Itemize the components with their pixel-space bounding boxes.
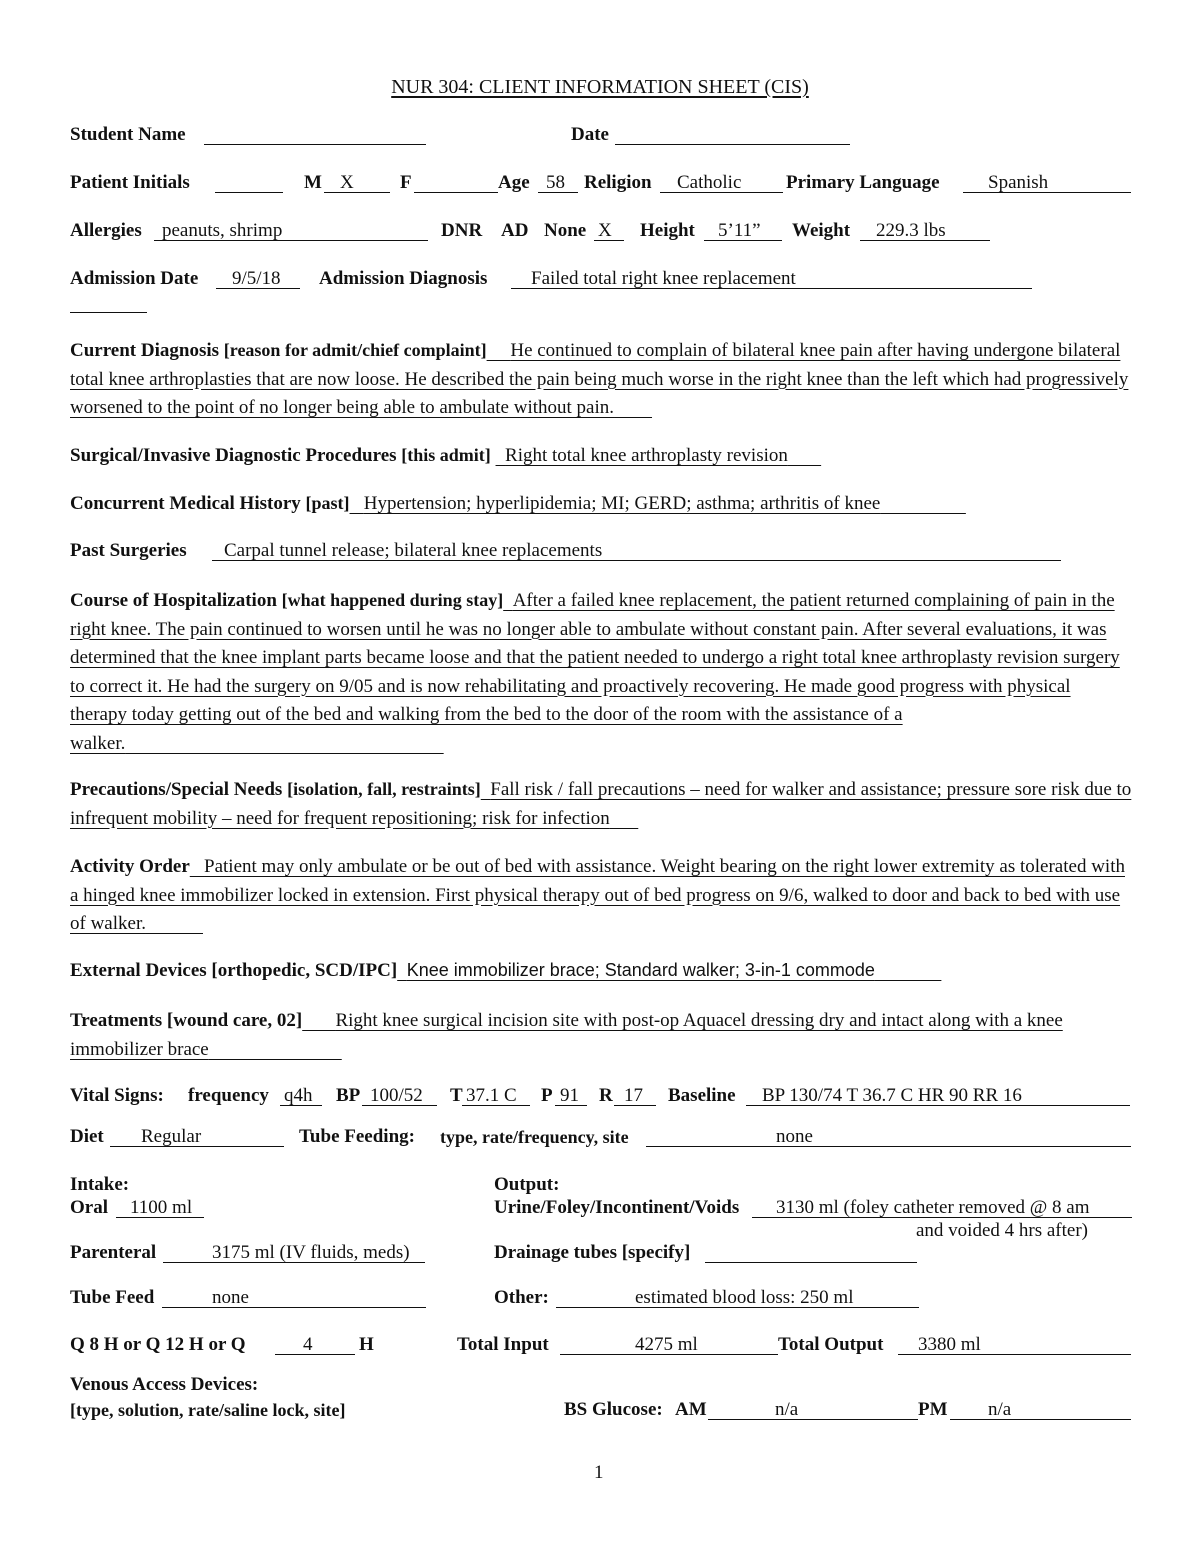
page-title: NUR 304: CLIENT INFORMATION SHEET (CIS) bbox=[391, 76, 809, 98]
treatments-value[interactable]: Right knee surgical incision site with post-op Aquacel dressing dry and intact along with a knee immobilizer brace bbox=[70, 1010, 1063, 1060]
bp-label: BP bbox=[336, 1085, 361, 1106]
primary-language-value: Spanish bbox=[988, 172, 1049, 193]
none-label: None bbox=[544, 220, 587, 241]
activity-order-label: Activity Order bbox=[70, 856, 190, 877]
temp-label: T bbox=[450, 1085, 463, 1106]
allergies-value: peanuts, shrimp bbox=[162, 220, 283, 241]
urine-value-line2: and voided 4 hrs after) bbox=[916, 1220, 1088, 1241]
weight-label: Weight bbox=[792, 220, 851, 241]
total-output-value: 3380 ml bbox=[918, 1334, 981, 1355]
primary-language-label: Primary Language bbox=[786, 172, 940, 193]
resp-value: 17 bbox=[624, 1085, 643, 1106]
temp-value: 37.1 C bbox=[466, 1085, 517, 1106]
page-number: 1 bbox=[594, 1462, 604, 1483]
dnr-label: DNR bbox=[441, 220, 483, 241]
bs-am-label: AM bbox=[675, 1399, 707, 1420]
precautions-label: Precautions/Special Needs bbox=[70, 779, 283, 800]
current-diagnosis-section bbox=[70, 336, 1132, 423]
course-value[interactable]: After a failed knee replacement, the patient returned complaining of pain in the right knee. The pain continued to worsen until he was no longer able to ambulate without constant pain. After several evaluations, it was determined that the knee implant parts became loose and that the patient needed to undergo a right total knee arthroplasty revision surgery to correct it. He had the surgery on 9/05 and is now rehabilitating and proactively recovering. He made good progress with physical therapy today getting out of the bed and walking from the bed to the door of the room with the assistance of a walker. bbox=[70, 590, 1120, 754]
activity-order-value[interactable]: Patient may only ambulate or be out of bed with assistance. Weight bearing on the right lower extremity as tolerated with a hinged knee immobilizer locked in extension. First physical therapy out of bed progress on 9/6, walked to door and back to bed with use of walker. bbox=[70, 856, 1125, 934]
patient-initials-label: Patient Initials bbox=[70, 172, 190, 193]
external-devices-section bbox=[70, 958, 941, 983]
date-field[interactable] bbox=[615, 144, 850, 145]
precautions-section bbox=[70, 775, 1132, 833]
drainage-label: Drainage tubes [specify] bbox=[494, 1242, 691, 1263]
tube-feeding-field[interactable] bbox=[646, 1146, 1131, 1147]
parenteral-label: Parenteral bbox=[70, 1242, 157, 1263]
admission-diagnosis-label: Admission Diagnosis bbox=[319, 268, 488, 289]
baseline-value: BP 130/74 T 36.7 C HR 90 RR 16 bbox=[762, 1085, 1022, 1106]
course-label: Course of Hospitalization bbox=[70, 590, 277, 611]
external-devices-label: External Devices [orthopedic, SCD/IPC] bbox=[70, 960, 398, 981]
surgical-hint: [this admit] bbox=[401, 445, 491, 465]
diet-value: Regular bbox=[141, 1126, 202, 1147]
current-diagnosis-value[interactable]: He continued to complain of bilateral knee pain after having undergone bilateral total knee arthroplasties that are now loose. He described the pain being much worse in the right knee than the left which had progressively worsened to the point of no longer being able to ambulate without pain. bbox=[70, 340, 1129, 418]
student-name-label: Student Name bbox=[70, 124, 186, 145]
student-name-field[interactable] bbox=[204, 144, 426, 145]
oral-value: 1100 ml bbox=[130, 1197, 193, 1218]
religion-label: Religion bbox=[584, 172, 652, 193]
q-hours-field[interactable] bbox=[275, 1354, 355, 1355]
date-label: Date bbox=[571, 124, 609, 145]
oral-label: Oral bbox=[70, 1197, 108, 1218]
other-value: estimated blood loss: 250 ml bbox=[635, 1287, 854, 1308]
past-surgeries-label: Past Surgeries bbox=[70, 540, 187, 561]
vital-signs-label: Vital Signs: bbox=[70, 1085, 164, 1106]
activity-order-section bbox=[70, 853, 1132, 939]
treatments-section bbox=[70, 1007, 1132, 1064]
venous-access-label: Venous Access Devices: bbox=[70, 1374, 259, 1395]
bs-am-value: n/a bbox=[775, 1399, 799, 1420]
height-value: 5’11” bbox=[718, 220, 761, 241]
bs-pm-field[interactable] bbox=[950, 1419, 1131, 1420]
surgical-value[interactable]: Right total knee arthroplasty revision bbox=[505, 445, 788, 466]
current-diagnosis-hint: [reason for admit/chief complaint] bbox=[223, 340, 487, 360]
ad-label: AD bbox=[501, 220, 529, 241]
intake-heading: Intake: bbox=[70, 1174, 130, 1195]
course-section bbox=[70, 586, 1132, 758]
bs-glucose-label: BS Glucose: bbox=[564, 1399, 663, 1420]
allergies-label: Allergies bbox=[70, 220, 142, 241]
total-input-label: Total Input bbox=[457, 1334, 549, 1355]
external-devices-value[interactable]: Knee immobilizer brace; Standard walker; 3-in-1 commode bbox=[406, 960, 875, 980]
urine-value-line1: 3130 ml (foley catheter removed @ 8 am bbox=[776, 1197, 1090, 1218]
diet-label: Diet bbox=[70, 1126, 104, 1147]
drainage-field[interactable] bbox=[705, 1262, 917, 1263]
admission-diagnosis-field-continued[interactable] bbox=[70, 312, 147, 313]
age-label: Age bbox=[498, 172, 530, 193]
sex-m-label: M bbox=[304, 172, 322, 193]
age-value: 58 bbox=[546, 172, 565, 193]
concurrent-hint: [past] bbox=[305, 493, 350, 513]
precautions-value[interactable]: Fall risk / fall precautions – need for walker and assistance; pressure sore risk due to infrequent mobility – need for frequent repositioning; risk for infection bbox=[70, 779, 1132, 829]
total-input-value: 4275 ml bbox=[635, 1334, 698, 1355]
pulse-label: P bbox=[541, 1085, 553, 1106]
past-surgeries-value: Carpal tunnel release; bilateral knee replacements bbox=[224, 540, 603, 561]
pulse-value: 91 bbox=[560, 1085, 579, 1106]
q-hours-label: Q 8 H or Q 12 H or Q bbox=[70, 1334, 246, 1355]
weight-value: 229.3 lbs bbox=[876, 220, 946, 241]
parenteral-value: 3175 ml (IV fluids, meds) bbox=[212, 1242, 410, 1263]
admission-date-label: Admission Date bbox=[70, 268, 199, 289]
surgical-label: Surgical/Invasive Diagnostic Procedures bbox=[70, 445, 397, 466]
tube-feed-value: none bbox=[212, 1287, 249, 1308]
bs-pm-label: PM bbox=[918, 1399, 948, 1420]
frequency-label: frequency bbox=[188, 1085, 269, 1106]
current-diagnosis-label: Current Diagnosis bbox=[70, 340, 220, 361]
patient-initials-field[interactable] bbox=[215, 192, 283, 193]
bp-value: 100/52 bbox=[370, 1085, 423, 1106]
resp-label: R bbox=[599, 1085, 613, 1106]
output-heading: Output: bbox=[494, 1174, 560, 1195]
admission-diagnosis-value: Failed total right knee replacement bbox=[531, 268, 796, 289]
sex-f-label: F bbox=[400, 172, 412, 193]
sex-m-value: X bbox=[340, 172, 354, 193]
q-hours-suffix: H bbox=[359, 1334, 374, 1355]
sex-m-field[interactable] bbox=[324, 192, 390, 193]
concurrent-value[interactable]: Hypertension; hyperlipidemia; MI; GERD; asthma; arthritis of knee bbox=[363, 493, 881, 514]
other-label: Other: bbox=[494, 1287, 549, 1308]
tube-feed-label: Tube Feed bbox=[70, 1287, 155, 1308]
q-hours-value: 4 bbox=[303, 1334, 313, 1355]
surgical-section bbox=[70, 443, 821, 468]
tube-feeding-hint: type, rate/frequency, site bbox=[440, 1127, 629, 1147]
baseline-label: Baseline bbox=[668, 1085, 736, 1106]
course-hint: [what happened during stay] bbox=[281, 590, 504, 610]
total-output-label: Total Output bbox=[778, 1334, 884, 1355]
religion-value: Catholic bbox=[677, 172, 742, 193]
precautions-hint: [isolation, fall, restraints] bbox=[287, 779, 481, 799]
venous-access-hint: [type, solution, rate/saline lock, site] bbox=[70, 1400, 346, 1420]
frequency-value: q4h bbox=[284, 1085, 313, 1106]
height-label: Height bbox=[640, 220, 695, 241]
concurrent-label: Concurrent Medical History bbox=[70, 493, 301, 514]
sex-f-field[interactable] bbox=[414, 192, 498, 193]
admission-date-value: 9/5/18 bbox=[232, 268, 281, 289]
none-value: X bbox=[598, 220, 612, 241]
tube-feeding-value: none bbox=[776, 1126, 813, 1147]
urine-label: Urine/Foley/Incontinent/Voids bbox=[494, 1197, 740, 1218]
concurrent-section bbox=[70, 491, 966, 516]
treatments-label: Treatments [wound care, 02] bbox=[70, 1010, 303, 1031]
bs-am-field[interactable] bbox=[708, 1419, 918, 1420]
tube-feed-field[interactable] bbox=[162, 1307, 426, 1308]
tube-feeding-label: Tube Feeding: bbox=[299, 1126, 415, 1147]
bs-pm-value: n/a bbox=[988, 1399, 1012, 1420]
